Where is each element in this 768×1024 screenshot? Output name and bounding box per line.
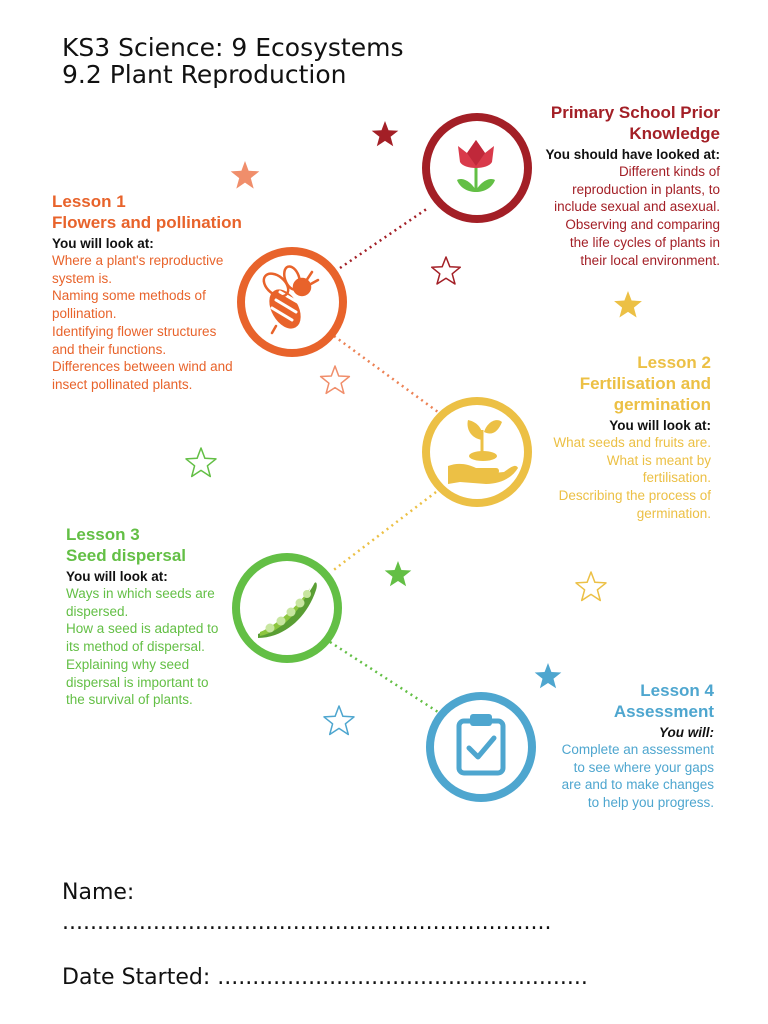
lesson1-line: Where a plant's reproductive xyxy=(52,253,224,268)
lesson2-line: germination. xyxy=(636,505,711,521)
date-started-dots[interactable]: ..................................................... xyxy=(217,965,588,990)
lesson3-lead: You will look at: xyxy=(66,569,168,584)
lesson2-body xyxy=(491,434,711,523)
lesson1-lead: You will look at: xyxy=(52,236,154,251)
lesson2-title-line: Lesson 2 xyxy=(637,353,711,372)
lesson4-block xyxy=(494,680,714,812)
star-icon xyxy=(576,572,606,601)
star-icon xyxy=(186,448,216,477)
lesson2-line: Describing the process of xyxy=(558,488,711,504)
date-started-field[interactable] xyxy=(62,965,588,990)
lesson3-line: its method of dispersal. xyxy=(66,639,205,655)
lesson2-lead: You will look at: xyxy=(609,418,711,433)
lesson4-title-line: Assessment xyxy=(613,702,714,721)
lesson4-title-line: Lesson 4 xyxy=(640,681,714,700)
prior-line: Different kinds of xyxy=(618,164,720,179)
lesson3-line: the survival of plants. xyxy=(66,692,193,708)
page-subtitle: 9.2 Plant Reproduction xyxy=(62,60,347,89)
lesson2-line: What is meant by xyxy=(606,452,711,468)
star-icon xyxy=(432,257,461,284)
connector-lesson2-lesson3 xyxy=(331,492,436,572)
lesson3-title-line: Seed dispersal xyxy=(66,546,187,565)
star-icon xyxy=(614,291,642,318)
prior-lead: You should have looked at: xyxy=(545,147,720,162)
prior-line: include sexual and asexual. xyxy=(554,199,720,215)
lesson2-title-line: germination xyxy=(613,395,711,414)
prior-line: the life cycles of plants in xyxy=(569,234,720,250)
star-icon xyxy=(321,366,350,393)
name-label: Name: xyxy=(62,880,135,905)
star-icon xyxy=(231,161,260,189)
lesson3-line: Ways in which seeds are xyxy=(66,586,215,601)
lesson3-title xyxy=(66,524,286,566)
lesson1-line: Differences between wind and xyxy=(52,359,233,375)
connector-lesson3-lesson4 xyxy=(330,642,438,712)
lesson1-block xyxy=(52,191,282,394)
prior-line: reproduction in plants, to xyxy=(572,181,720,197)
lesson1-title-line: Lesson 1 xyxy=(52,192,126,211)
lesson2-line: fertilisation. xyxy=(642,470,711,486)
date-started-label: Date Started: xyxy=(62,965,211,990)
lesson3-line: How a seed is adapted to xyxy=(66,621,219,637)
lesson2-title xyxy=(491,352,711,415)
lesson3-body xyxy=(66,585,286,709)
lesson1-line: Naming some methods of xyxy=(52,288,206,304)
lesson4-body xyxy=(494,741,714,812)
lesson4-line: are and to make changes xyxy=(561,777,714,793)
prior-title xyxy=(480,102,720,144)
lesson2-line: What seeds and fruits are. xyxy=(553,435,711,450)
prior-title-line: Primary School Prior xyxy=(550,103,720,122)
prior-knowledge-block xyxy=(480,102,720,269)
connector-prior-lesson1 xyxy=(340,208,428,268)
star-icon xyxy=(372,121,399,146)
lesson1-line: pollination. xyxy=(52,306,117,322)
prior-body xyxy=(480,163,720,269)
lesson3-line: dispersed. xyxy=(66,603,129,619)
lesson2-title-line: Fertilisation and xyxy=(579,374,711,393)
lesson3-title-line: Lesson 3 xyxy=(66,525,140,544)
lesson1-line: and their functions. xyxy=(52,341,167,357)
lesson3-line: Explaining why seed xyxy=(66,656,190,672)
prior-title-line: Knowledge xyxy=(629,124,720,143)
name-field[interactable]: ...................................................................... xyxy=(62,910,552,935)
lesson1-title xyxy=(52,191,282,233)
prior-line: their local environment. xyxy=(580,252,720,268)
lesson4-line: to help you progress. xyxy=(587,795,714,811)
lesson4-line: to see where your gaps xyxy=(573,759,714,775)
lesson1-line: system is. xyxy=(52,270,113,286)
page-title: KS3 Science: 9 Ecosystems xyxy=(62,33,404,62)
star-icon xyxy=(324,706,354,735)
lesson4-line: Complete an assessment xyxy=(561,742,714,757)
lesson4-title xyxy=(494,680,714,722)
lesson3-block xyxy=(66,524,286,709)
lesson1-title-line: Flowers and pollination xyxy=(52,213,242,232)
lesson1-line: insect pollinated plants. xyxy=(52,376,193,392)
lesson1-body xyxy=(52,252,282,394)
connector-lesson1-lesson2 xyxy=(334,336,438,412)
prior-line: Observing and comparing xyxy=(565,217,720,233)
star-icon xyxy=(385,561,412,586)
lesson3-line: dispersal is important to xyxy=(66,674,209,690)
lesson2-block xyxy=(491,352,711,523)
lesson4-lead: You will: xyxy=(659,725,714,740)
lesson1-line: Identifying flower structures xyxy=(52,323,217,339)
